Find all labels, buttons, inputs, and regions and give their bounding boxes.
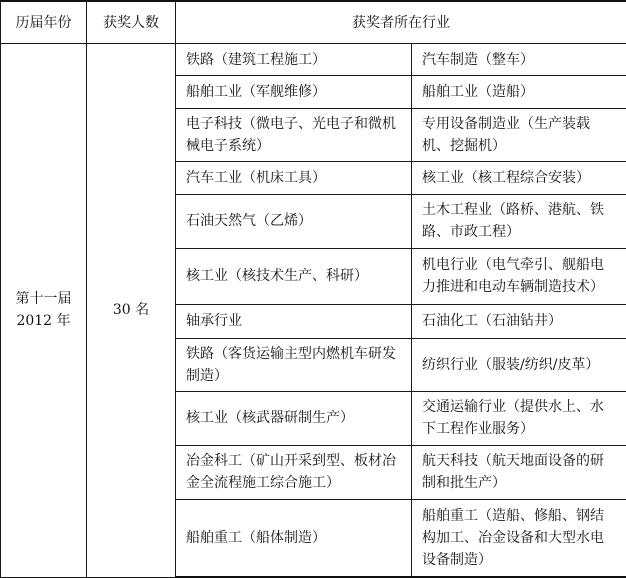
- industry-cell: 核工业（核技术生产、科研）: [176, 249, 412, 305]
- industry-cell: 铁路（客货运输主型内燃机车研发制造）: [176, 338, 412, 392]
- industry-cell: 铁路（建筑工程施工）: [176, 44, 412, 76]
- industry-cell: 石油化工（石油钻井）: [412, 304, 626, 338]
- industry-cell: 汽车工业（机床工具）: [176, 161, 412, 194]
- industry-cell: 机电行业（电气牵引、舰船电力推进和电动车辆制造技术）: [412, 249, 626, 305]
- industry-cell: 船舶重工（船体制造）: [176, 500, 412, 577]
- industry-cell: 电子科技（微电子、光电子和微机械电子系统）: [176, 109, 412, 162]
- industry-cell: 汽车制造（整车）: [412, 44, 626, 76]
- industry-cell: 核工业（核工程综合安装）: [412, 161, 626, 194]
- industry-cell: 交通运输行业（提供水上、水下工程作业服务）: [412, 392, 626, 446]
- industry-cell: 航天科技（航天地面设备的研制和批生产）: [412, 445, 626, 500]
- industry-cell: 纺织行业（服装/纺织/皮革）: [412, 338, 626, 392]
- session-cell: [1, 44, 87, 577]
- session-year: 2012 年: [16, 313, 71, 330]
- industry-cell: 石油天然气（乙烯）: [176, 194, 412, 249]
- industry-cell: 船舶工业（军舰维修）: [176, 76, 412, 109]
- header-row: [1, 1, 626, 44]
- industry-cell: 专用设备制造业（生产装载机、挖掘机）: [412, 109, 626, 162]
- award-count: 30 名: [87, 44, 176, 577]
- industry-cell: 轴承行业: [176, 304, 412, 338]
- header-count: 获奖人数: [87, 1, 176, 44]
- industry-cell: 核工业（核武器研制生产）: [176, 392, 412, 446]
- table-row: [1, 44, 626, 76]
- industry-cell: 船舶重工（造船、修船、钢结构加工、冶金设备和大型水电设备制造）: [412, 500, 626, 577]
- header-industry: 获奖者所在行业: [176, 1, 626, 44]
- session-label: 第十一届: [15, 291, 72, 308]
- industry-cell: 船舶工业（造船）: [412, 76, 626, 109]
- industry-cell: 土木工程业（路桥、港航、铁路、市政工程）: [412, 194, 626, 249]
- header-year: 历届年份: [1, 1, 87, 44]
- industry-cell: 冶金科工（矿山开采到型、板材冶金全流程施工综合施工）: [176, 445, 412, 500]
